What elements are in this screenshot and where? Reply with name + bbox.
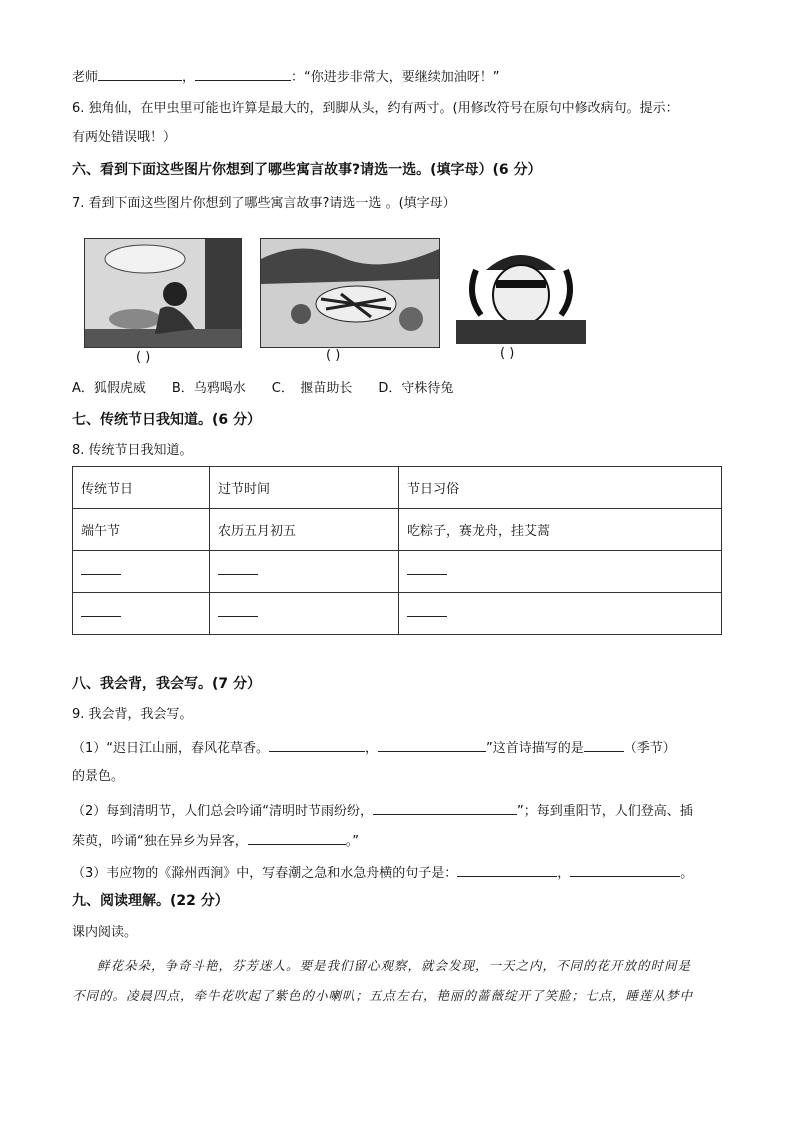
picture-waiting-by-stump	[84, 238, 242, 348]
section9-sub: 课内阅读。	[72, 925, 138, 940]
q9-part2-text: ”；每到重阳节，人们登高、插	[517, 804, 693, 819]
comma-text: ，	[365, 741, 379, 756]
q9-part1	[72, 737, 736, 758]
q9-part1-text: （1）“迟日江山丽，春风花草香。	[72, 741, 270, 756]
fill-blank[interactable]	[457, 862, 557, 877]
table-row	[73, 509, 722, 551]
section6-heading: 六、看到下面这些图片你想到了哪些寓言故事?请选一选。(填字母）(6 分）	[72, 162, 542, 178]
q9-part1-cont: 的景色。	[72, 769, 125, 784]
section9-heading: 九、阅读理解。(22 分）	[72, 893, 229, 909]
q6-line2: 有两处错误哦！）	[72, 130, 177, 145]
q9-part1-text: （季节）	[623, 741, 676, 756]
cell-blank[interactable]	[399, 593, 722, 635]
fill-blank[interactable]	[195, 66, 291, 81]
cell-blank[interactable]	[210, 551, 399, 593]
fill-blank[interactable]	[269, 737, 365, 752]
cell-blank[interactable]	[210, 593, 399, 635]
teacher-line	[72, 66, 736, 87]
section7-heading: 七、传统节日我知道。(6 分）	[72, 412, 262, 428]
picture-fox-and-tiger	[260, 238, 440, 348]
answer-paren-1[interactable]: ( )	[136, 350, 151, 365]
q9-part2-cont	[72, 830, 736, 851]
comma-text: ，	[557, 866, 571, 881]
q7-text: 7. 看到下面这些图片你想到了哪些寓言故事?请选一选 。(填字母）	[72, 196, 456, 211]
fill-blank[interactable]	[373, 800, 517, 815]
fill-blank[interactable]	[248, 830, 346, 845]
table-row	[73, 551, 722, 593]
fill-blank[interactable]	[378, 737, 486, 752]
answer-paren-2[interactable]: ( )	[326, 348, 341, 363]
table-row	[73, 593, 722, 635]
table-header-row	[73, 467, 722, 509]
q6-line1: 6. 独角仙，在甲虫里可能也许算是最大的，到脚从头，约有两寸。(用修改符号在原句中修改病句。提示：	[72, 101, 679, 116]
header-time: 过节时间	[210, 467, 399, 509]
reading-passage-line1: 鲜花朵朵，争奇斗艳，芬芳迷人。要是我们留心观察，就会发现，一天之内，不同的花开放的时间是	[97, 958, 692, 973]
cell-time: 农历五月初五	[210, 509, 399, 551]
q8-text: 8. 传统节日我知道。	[72, 443, 193, 458]
answer-paren-3[interactable]: ( )	[500, 346, 515, 361]
festival-table	[72, 466, 722, 635]
period-text: 。	[680, 866, 694, 881]
q9-part2	[72, 800, 736, 821]
fill-blank[interactable]	[570, 862, 680, 877]
picture-pulling-seedlings	[456, 240, 586, 344]
fill-blank[interactable]	[584, 737, 624, 752]
q9-part1-text: ”这首诗描写的是	[486, 741, 584, 756]
header-festival: 传统节日	[73, 467, 210, 509]
cell-blank[interactable]	[73, 551, 210, 593]
cell-custom: 吃粽子，赛龙舟，挂艾蒿	[399, 509, 722, 551]
cell-blank[interactable]	[399, 551, 722, 593]
q9-part2-text: （2）每到清明节，人们总会吟诵“清明时节雨纷纷，	[72, 804, 374, 819]
colon-text: ：	[291, 70, 305, 85]
q7-options: A．狐假虎威 B．乌鸦喝水 C． 揠苗助长 D．守株待兔	[72, 381, 454, 396]
q9-part3	[72, 862, 736, 883]
comma-text: ，	[182, 70, 196, 85]
fill-blank[interactable]	[98, 66, 182, 81]
q9-part3-text: （3）韦应物的《滁州西涧》中，写春潮之急和水急舟横的句子是：	[72, 866, 458, 881]
cell-festival: 端午节	[73, 509, 210, 551]
reading-passage-line2: 不同的。凌晨四点，牵牛花吹起了紫色的小喇叭；五点左右，艳丽的蔷薇绽开了笑脸；七点，睡莲从梦中	[72, 988, 694, 1003]
q9-part2-text: 。”	[345, 834, 359, 849]
q9-part2-text: 茱萸，吟诵“独在异乡为异客，	[72, 834, 248, 849]
q9-text: 9. 我会背，我会写。	[72, 707, 193, 722]
section8-heading: 八、我会背，我会写。(7 分）	[72, 676, 262, 692]
teacher-label: 老师	[72, 70, 99, 85]
cell-blank[interactable]	[73, 593, 210, 635]
quote-text: “你进步非常大，要继续加油呀！”	[304, 70, 500, 85]
header-custom: 节日习俗	[399, 467, 722, 509]
